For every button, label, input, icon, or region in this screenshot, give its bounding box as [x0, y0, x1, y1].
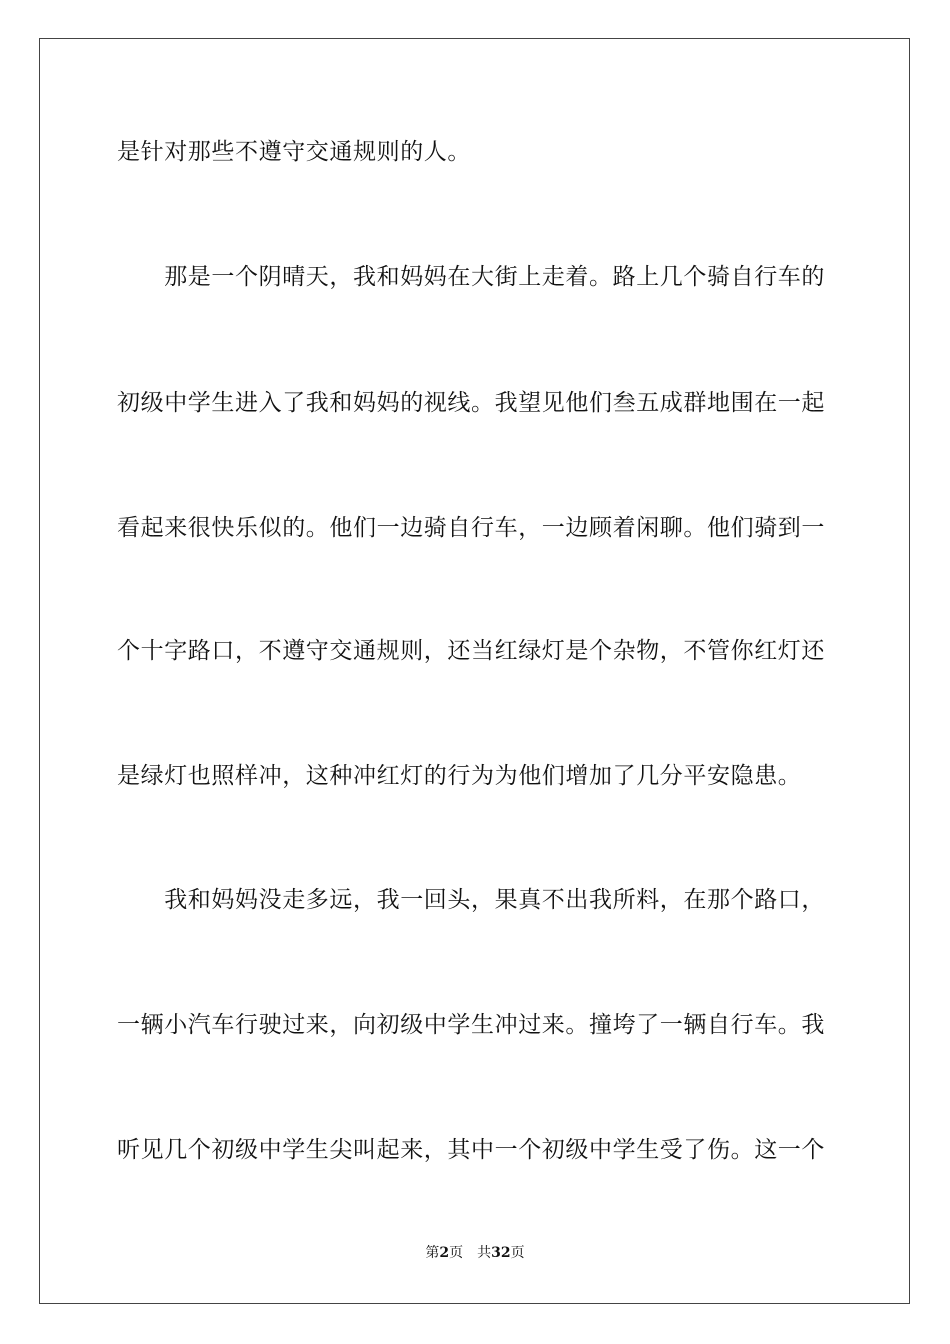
total-pages: 32	[491, 1245, 511, 1261]
page-border	[39, 38, 910, 1304]
text-line-1: 是针对那些不遵守交通规则的人。	[117, 139, 471, 165]
text-line-9: 听见几个初级中学生尖叫起来，其中一个初级中学生受了伤。这一个	[117, 1137, 825, 1163]
text-line-4: 看起来很快乐似的。他们一边骑自行车，一边顾着闲聊。他们骑到一	[117, 515, 825, 541]
text-line-6: 是绿灯也照样冲，这种冲红灯的行为为他们增加了几分平安隐患。	[117, 763, 802, 789]
page-prefix: 第	[425, 1245, 440, 1261]
text-line-3: 初级中学生进入了我和妈妈的视线。我望见他们叁五成群地围在一起	[117, 390, 825, 416]
text-line-8: 一辆小汽车行驶过来，向初级中学生冲过来。撞垮了一辆自行车。我	[117, 1012, 825, 1038]
page-footer	[0, 1244, 950, 1262]
text-line-5: 个十字路口，不遵守交通规则，还当红绿灯是个杂物，不管你红灯还	[117, 638, 825, 664]
total-prefix: 共	[477, 1245, 492, 1261]
text-line-2: 那是一个阴晴天，我和妈妈在大街上走着。路上几个骑自行车的	[117, 264, 825, 290]
total-suffix: 页	[510, 1245, 525, 1261]
page-number: 2	[439, 1245, 450, 1261]
page-suffix: 页	[449, 1245, 464, 1261]
text-line-7: 我和妈妈没走多远，我一回头，果真不出我所料，在那个路口，	[117, 887, 825, 913]
